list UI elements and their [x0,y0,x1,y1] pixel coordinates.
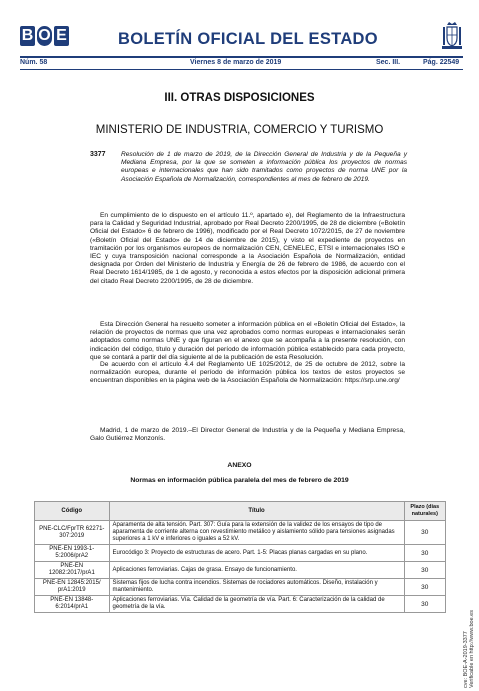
row-title: Sistemas fijos de lucha contra incendios. Sistemas de rociadores automáticos. Diseño, instalación y mantenimiento. [109,579,404,596]
column-header-days: Plazo (días naturales) [404,502,445,521]
table-row [35,521,446,545]
row-code: PNE-EN 12845:2015/ prA1:2019 [35,579,110,596]
row-code: PNE-EN 1993-1-5:2006/prA2 [35,545,110,562]
table-row [35,562,446,579]
table-row [35,596,446,613]
row-title: Aparamenta de alta tensión. Part. 307: Guía para la extensión de la validez de los ensayos de tipo de aparamenta de corriente alterna con revestimiento metálico y aislamiento sólido para tensiones asignadas superiores a 1 kV e inferiores o iguales a 52 kV. [109,521,404,545]
row-days: 30 [404,545,445,562]
row-days: 30 [404,596,445,613]
boe-logo [20,26,71,48]
logo-letter-o: O [38,27,51,44]
cve-code: cve: BOE-A-2019-3377 [463,631,469,688]
verification-note [463,610,475,688]
row-title: Aplicaciones ferroviarias. Cajas de grasa. Ensayo de funcionamiento. [109,562,404,579]
meta-rule [20,69,463,70]
verification-url[interactable]: Verificable en http://www.boe.es [469,610,475,688]
issue-number: Núm. 58 [20,59,48,66]
row-days: 30 [404,562,445,579]
announcement-summary: Resolución de 1 de marzo de 2019, de la Dirección General de Industria y de la Pequeña y Mediana Empresa, por la que se someten a información pública los proyectos de normas europeas e internacionales que han sido tramitados como proyectos de norma UNE por la Asociación Española de Normalización, correspondientes al mes de febrero de 2019. [121,151,407,183]
table-row [35,579,446,596]
table-header-row [35,502,446,521]
page-number: Pág. 22549 [423,59,460,66]
annex-title: ANEXO [227,462,252,469]
row-title: Eurocódigo 3: Proyecto de estructuras de acero. Part. 1-5: Placas planas cargadas en su plano. [109,545,404,562]
row-code: PNE-EN 13848-6:2014/prA1 [35,596,110,613]
body-paragraph: En cumplimiento de lo dispuesto en el artículo 11.º, apartado e), del Reglamento de la Infraestructura para la Calidad y Seguridad Industrial, aprobado por Real Decreto 2200/1995, de 28 de diciembre («Boletín Oficial del Estado» 6 de febrero de 1996), modificado por el Real Decreto 1072/2015, de 27 de noviembre («Boletín Oficial del Estado» de 14 de diciembre de 2015), y visto el expediente de proyectos en tramitación por los organismos europeos de normalización CEN, CENELEC, ETSI e internacionales ISO e IEC y cuya transposición nacional corresponde a la Asociación Española de Normalización, entidad designada por Orden del Ministerio de Industria y Energía de 26 de febrero de 1986, de acuerdo con el Real Decreto 1614/1985, de 1 de agosto, y reconocida a estos efectos por la disposición adicional primera del citado Real Decreto 2200/1995, de 28 de diciembre. [90,212,405,285]
table-row [35,545,446,562]
coat-of-arms-icon [441,22,463,52]
column-header-title: Título [109,502,404,521]
ministry-heading: MINISTERIO DE INDUSTRIA, COMERCIO Y TURISMO [95,124,384,136]
section-title: III. OTRAS DISPOSICIONES [164,92,315,104]
signature-paragraph: Madrid, 1 de marzo de 2019.–El Director General de Industria y de la Pequeña y Mediana Empresa, Galo Gutiérrez Monzonís. [90,427,405,443]
issue-date: Viernes 8 de marzo de 2019 [190,59,282,66]
gazette-title: BOLETÍN OFICIAL DEL ESTADO [118,30,378,48]
row-code: PNE-CLC/FprTR 62271-307:2019 [35,521,110,545]
row-days: 30 [404,579,445,596]
row-title: Aplicaciones ferroviarias. Vía. Calidad de la geometría de vía. Part. 6: Caracterización de la calidad de geometría de la vía. [109,596,404,613]
annex-table [34,501,446,613]
body-paragraph: Esta Dirección General ha resuelto someter a información pública en el «Boletín Oficial del Estado», la relación de proyectos de normas que una vez aprobados como normas europeas e internacionales serán adoptados como normas UNE y que figuran en el anexo que se acompaña a la presente resolución, con indicación del código, título y duración del período de información pública establecido para cada proyecto, que se contará a partir del día siguiente al de la publicación de esta Resolución. [90,321,405,361]
annex-subtitle: Normas en información pública paralela del mes de febrero de 2019 [130,477,349,484]
section-label: Sec. III. [376,59,401,66]
row-days: 30 [404,521,445,545]
row-code: PNE-EN 12082:2017/prA1 [35,562,110,579]
header-rule [20,56,463,58]
column-header-code: Código [35,502,110,521]
announcement-number: 3377 [90,151,106,158]
logo-letter-e: E [54,26,69,46]
body-paragraph: De acuerdo con el artículo 4.4 del Reglamento UE 1025/2012, de 25 de octubre de 2012, sobre la normalización europea, durante el período de información pública los textos de estos proyectos se encuentran disponibles en la página web de la Asociación Española de Normalización: https://srp.une.org/ [90,361,405,385]
logo-letter-b: B [21,27,34,44]
